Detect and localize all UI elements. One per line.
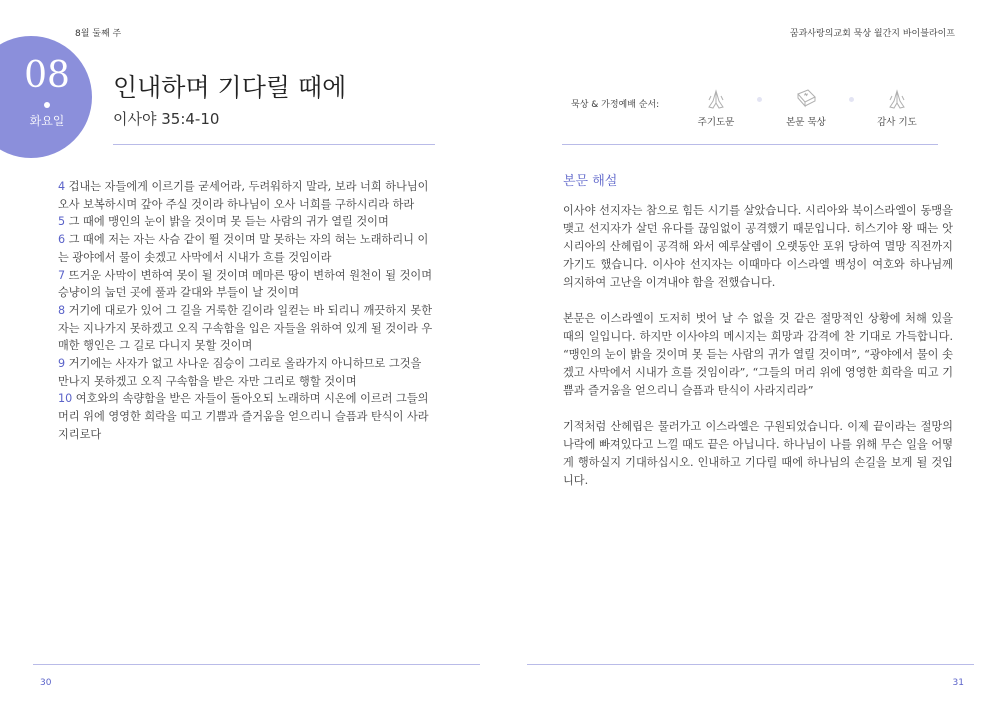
left-footer-rule	[33, 664, 480, 665]
week-label: 8월 둘째 주	[75, 29, 122, 39]
verse	[58, 302, 435, 355]
verse-text: 거기에 대로가 있어 그 길을 거룩한 길이라 일컫는 바 되리니 깨끗하지 못한 자는 지나가지 못하겠고 오직 구속함을 입은 자들을 위하여 있게 될 것이라 우매한 행인은 그 길로 다니지 못할 것이며	[58, 303, 433, 353]
step-separator	[757, 97, 762, 102]
verse-number: 6	[58, 233, 66, 247]
step-thanksgiving-prayer	[862, 88, 932, 128]
publication-title: 꿈과사랑의교회 묵상 월간지 바이블라이프	[789, 29, 955, 39]
step-label: 본문 묵상	[786, 117, 826, 128]
devotion-order-label: 묵상 & 가정예배 순서:	[571, 100, 660, 110]
verse-number: 7	[58, 268, 66, 282]
scripture-passage	[58, 178, 435, 444]
commentary-paragraph: 본문은 이스라엘이 도저히 벗어 날 수 없을 것 같은 절망적인 상황에 처해 있을 때의 일입니다. 하지만 이사야의 메시지는 희망과 감격에 찬 기대로 가득합니다. “맹인의 눈이 밝을 것이며 못 듣는 사람의 귀가 열릴 것이며”, “광야에서 물이 솟겠고 사막에서 시내가 흐를 것임이라”, “그들의 머리 위에 영영한 희락을 띠고 기쁨과 즐거움을 얻으리니 슬픔과 탄식이 사라지리라”	[563, 312, 953, 397]
scripture-reference: 이사야 35:4-10	[113, 110, 220, 128]
verse	[58, 178, 435, 213]
verse-number: 5	[58, 215, 66, 229]
left-page-number: 30	[40, 678, 52, 688]
verse	[58, 267, 435, 302]
page-title: 인내하며 기다릴 때에	[113, 73, 347, 102]
right-footer-rule	[527, 664, 974, 665]
verse-text: 그 때에 맹인의 눈이 밝을 것이며 못 듣는 사람의 귀가 열릴 것이며	[65, 215, 389, 229]
verse	[58, 390, 435, 443]
verse	[58, 213, 435, 231]
commentary-paragraph: 이사야 선지자는 참으로 힘든 시기를 살았습니다. 시리아와 북이스라엘이 동맹을 맺고 선지자가 살던 유다를 끊임없이 공격했기 때문입니다. 히스기야 왕 때는 앗시리아의 산헤립이 공격해 와서 예루살렘이 오랫동안 포위 당하여 멸망 직전까지 가기도 했습니다. 이사야 선지자는 이때마다 이스라엘 백성이 여호와 하나님께 의지하여 고난을 이겨내야 함을 전했습니다.	[563, 204, 953, 289]
verse-text: 겁내는 자들에게 이르기를 굳세어라, 두려워하지 말라, 보라 너희 하나님이 오사 보복하시며 갚아 주실 것이라 하나님이 오사 너희를 구하시리라 하라	[58, 180, 429, 211]
verse	[58, 355, 435, 390]
commentary-title: 본문 해설	[563, 174, 618, 189]
verse-number: 8	[58, 303, 66, 317]
title-divider	[113, 144, 435, 145]
order-divider	[562, 144, 938, 145]
verse-text: 여호와의 속량함을 받은 자들이 돌아오되 노래하며 시온에 이르러 그들의 머리 위에 영영한 희락을 띠고 기쁨과 즐거움을 얻으리니 슬픔과 탄식이 사라지리로다	[58, 392, 429, 441]
verse	[58, 231, 435, 266]
praying-hands-icon	[703, 88, 729, 110]
weekday-label: 화요일	[29, 114, 65, 128]
date-badge	[0, 36, 92, 158]
verse-number: 4	[58, 180, 66, 193]
step-lords-prayer	[681, 88, 751, 128]
verse-text: 거기에는 사자가 없고 사나운 짐승이 그리로 올라가지 아니하므로 그것을 만나지 못하겠고 오직 구속함을 받은 자만 그리로 행할 것이며	[58, 357, 422, 388]
badge-dot	[44, 102, 50, 108]
right-page-number: 31	[952, 678, 964, 688]
step-label: 주기도문	[697, 117, 735, 128]
praying-hands-icon	[884, 88, 910, 110]
step-label: 감사 기도	[877, 117, 917, 128]
step-scripture-meditation	[771, 88, 841, 128]
step-separator	[849, 97, 854, 102]
verse-number: 10	[58, 392, 73, 406]
verse-text: 그 때에 저는 자는 사슴 같이 뛸 것이며 말 못하는 자의 혀는 노래하리니 이는 광야에서 물이 솟겠고 사막에서 시내가 흐를 것임이라	[58, 233, 429, 264]
verse-text: 뜨거운 사막이 변하여 못이 될 것이며 메마른 땅이 변하여 원천이 될 것이며 승냥이의 눕던 곳에 풀과 갈대와 부들이 날 것이며	[58, 268, 433, 300]
day-number: 08	[24, 55, 70, 96]
commentary-paragraph: 기적처럼 산헤립은 물러가고 이스라엘은 구원되었습니다. 이제 끝이라는 절망의 나락에 빠져있다고 느낄 때도 끝은 아닙니다. 하나님이 나를 위해 무슨 일을 어떻게 행하실지 기대하십시오. 인내하고 기다릴 때에 하나님의 손길을 보게 될 것입니다.	[563, 420, 953, 487]
verse-number: 9	[58, 357, 66, 371]
commentary-body	[563, 202, 953, 508]
bible-icon	[793, 88, 819, 110]
